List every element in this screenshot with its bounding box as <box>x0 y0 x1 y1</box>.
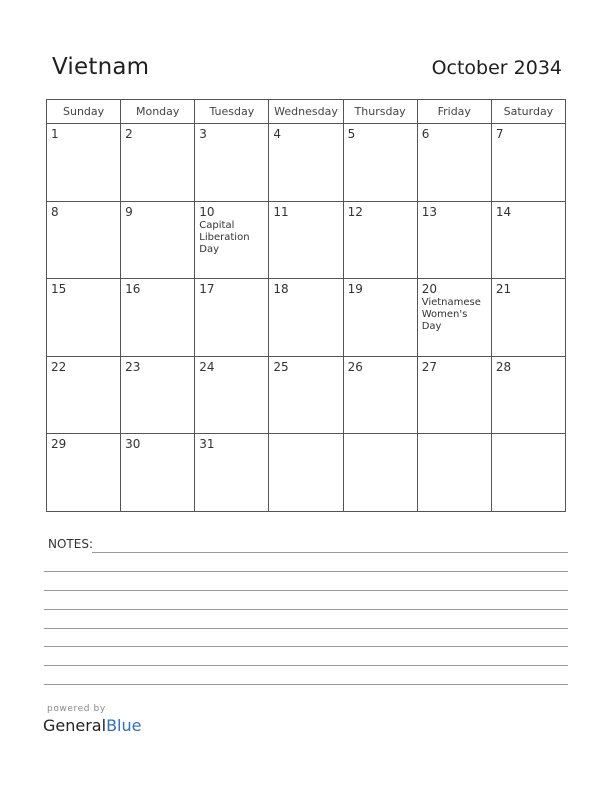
day-cell <box>269 356 343 434</box>
day-cell <box>269 434 343 512</box>
day-cell <box>121 279 195 357</box>
generalblue-logo <box>43 716 141 735</box>
day-number: 6 <box>421 127 430 141</box>
weekday-thursday: Thursday <box>343 100 417 124</box>
day-number: 2 <box>125 127 133 141</box>
day-cell <box>47 124 121 202</box>
weekday-monday: Monday <box>121 100 195 124</box>
day-cell <box>491 124 565 202</box>
day-number: 19 <box>347 282 363 297</box>
day-number: 24 <box>199 359 215 374</box>
day-number: 29 <box>51 437 67 452</box>
day-cell <box>417 124 491 202</box>
day-cell <box>47 356 121 434</box>
day-cell <box>195 279 269 357</box>
day-number: 15 <box>51 282 67 297</box>
weekday-saturday: Saturday <box>491 100 565 124</box>
powered-by-text: powered by <box>47 704 106 714</box>
brand-general: General <box>43 716 107 735</box>
weekday-wednesday: Wednesday <box>269 100 343 124</box>
day-number: 16 <box>125 282 141 297</box>
day-number: 9 <box>125 204 133 219</box>
week-row <box>47 356 566 434</box>
day-cell <box>47 201 121 279</box>
day-cell <box>491 279 565 357</box>
day-number: 1 <box>51 127 59 141</box>
day-cell <box>195 124 269 202</box>
day-cell <box>491 434 565 512</box>
day-cell <box>195 201 269 279</box>
holiday-label: Capital Liberation Day <box>199 219 250 255</box>
day-cell <box>195 434 269 512</box>
calendar-grid <box>46 99 566 512</box>
weekday-friday: Friday <box>417 100 491 124</box>
week-row <box>47 279 566 357</box>
note-line <box>44 665 568 666</box>
day-number: 8 <box>51 204 59 219</box>
note-line <box>44 590 568 591</box>
month-year-title: October 2034 <box>431 57 562 79</box>
day-number: 3 <box>199 127 207 141</box>
day-cell <box>121 434 195 512</box>
day-cell <box>47 434 121 512</box>
day-number: 4 <box>273 127 282 141</box>
brand-blue: Blue <box>106 716 142 735</box>
week-row <box>47 201 566 279</box>
day-number: 26 <box>347 359 363 374</box>
day-number: 13 <box>421 204 437 219</box>
day-cell <box>121 201 195 279</box>
day-cell <box>47 279 121 357</box>
day-number: 25 <box>273 359 289 374</box>
day-number: 31 <box>199 437 215 452</box>
day-number: 7 <box>495 127 504 141</box>
day-cell <box>343 356 417 434</box>
day-cell <box>417 279 491 357</box>
day-number: 27 <box>421 359 437 374</box>
weekday-tuesday: Tuesday <box>195 100 269 124</box>
day-cell <box>195 356 269 434</box>
day-cell <box>417 434 491 512</box>
week-row <box>47 434 566 512</box>
holiday-label: Vietnamese Women's Day <box>421 297 481 333</box>
day-cell <box>269 279 343 357</box>
day-cell <box>343 124 417 202</box>
note-line <box>44 609 568 610</box>
note-line <box>44 628 568 629</box>
note-line <box>44 684 568 685</box>
country-title: Vietnam <box>52 54 150 80</box>
day-number: 11 <box>273 204 289 219</box>
day-number: 22 <box>51 359 67 374</box>
day-number: 21 <box>495 282 512 297</box>
weekday-header-row <box>47 100 566 124</box>
day-cell <box>417 356 491 434</box>
day-number: 17 <box>199 282 215 297</box>
day-cell <box>343 279 417 357</box>
week-row <box>47 124 566 202</box>
day-cell <box>343 201 417 279</box>
weekday-sunday: Sunday <box>47 100 121 124</box>
notes-label: NOTES: <box>48 537 93 551</box>
note-line <box>92 552 568 553</box>
day-number: 18 <box>273 282 289 297</box>
day-cell <box>121 124 195 202</box>
day-number: 14 <box>495 204 512 219</box>
note-line <box>44 646 568 647</box>
day-number: 30 <box>125 437 141 452</box>
day-number: 23 <box>125 359 141 374</box>
day-cell <box>417 201 491 279</box>
day-cell <box>121 356 195 434</box>
day-cell <box>343 434 417 512</box>
day-cell <box>491 356 565 434</box>
note-line <box>44 571 568 572</box>
day-cell <box>269 201 343 279</box>
day-number: 20 <box>421 282 437 297</box>
day-number: 12 <box>347 204 363 219</box>
day-number: 28 <box>495 359 512 374</box>
day-cell <box>491 201 565 279</box>
day-number: 5 <box>347 127 356 141</box>
day-cell <box>269 124 343 202</box>
day-number: 10 <box>199 204 215 219</box>
